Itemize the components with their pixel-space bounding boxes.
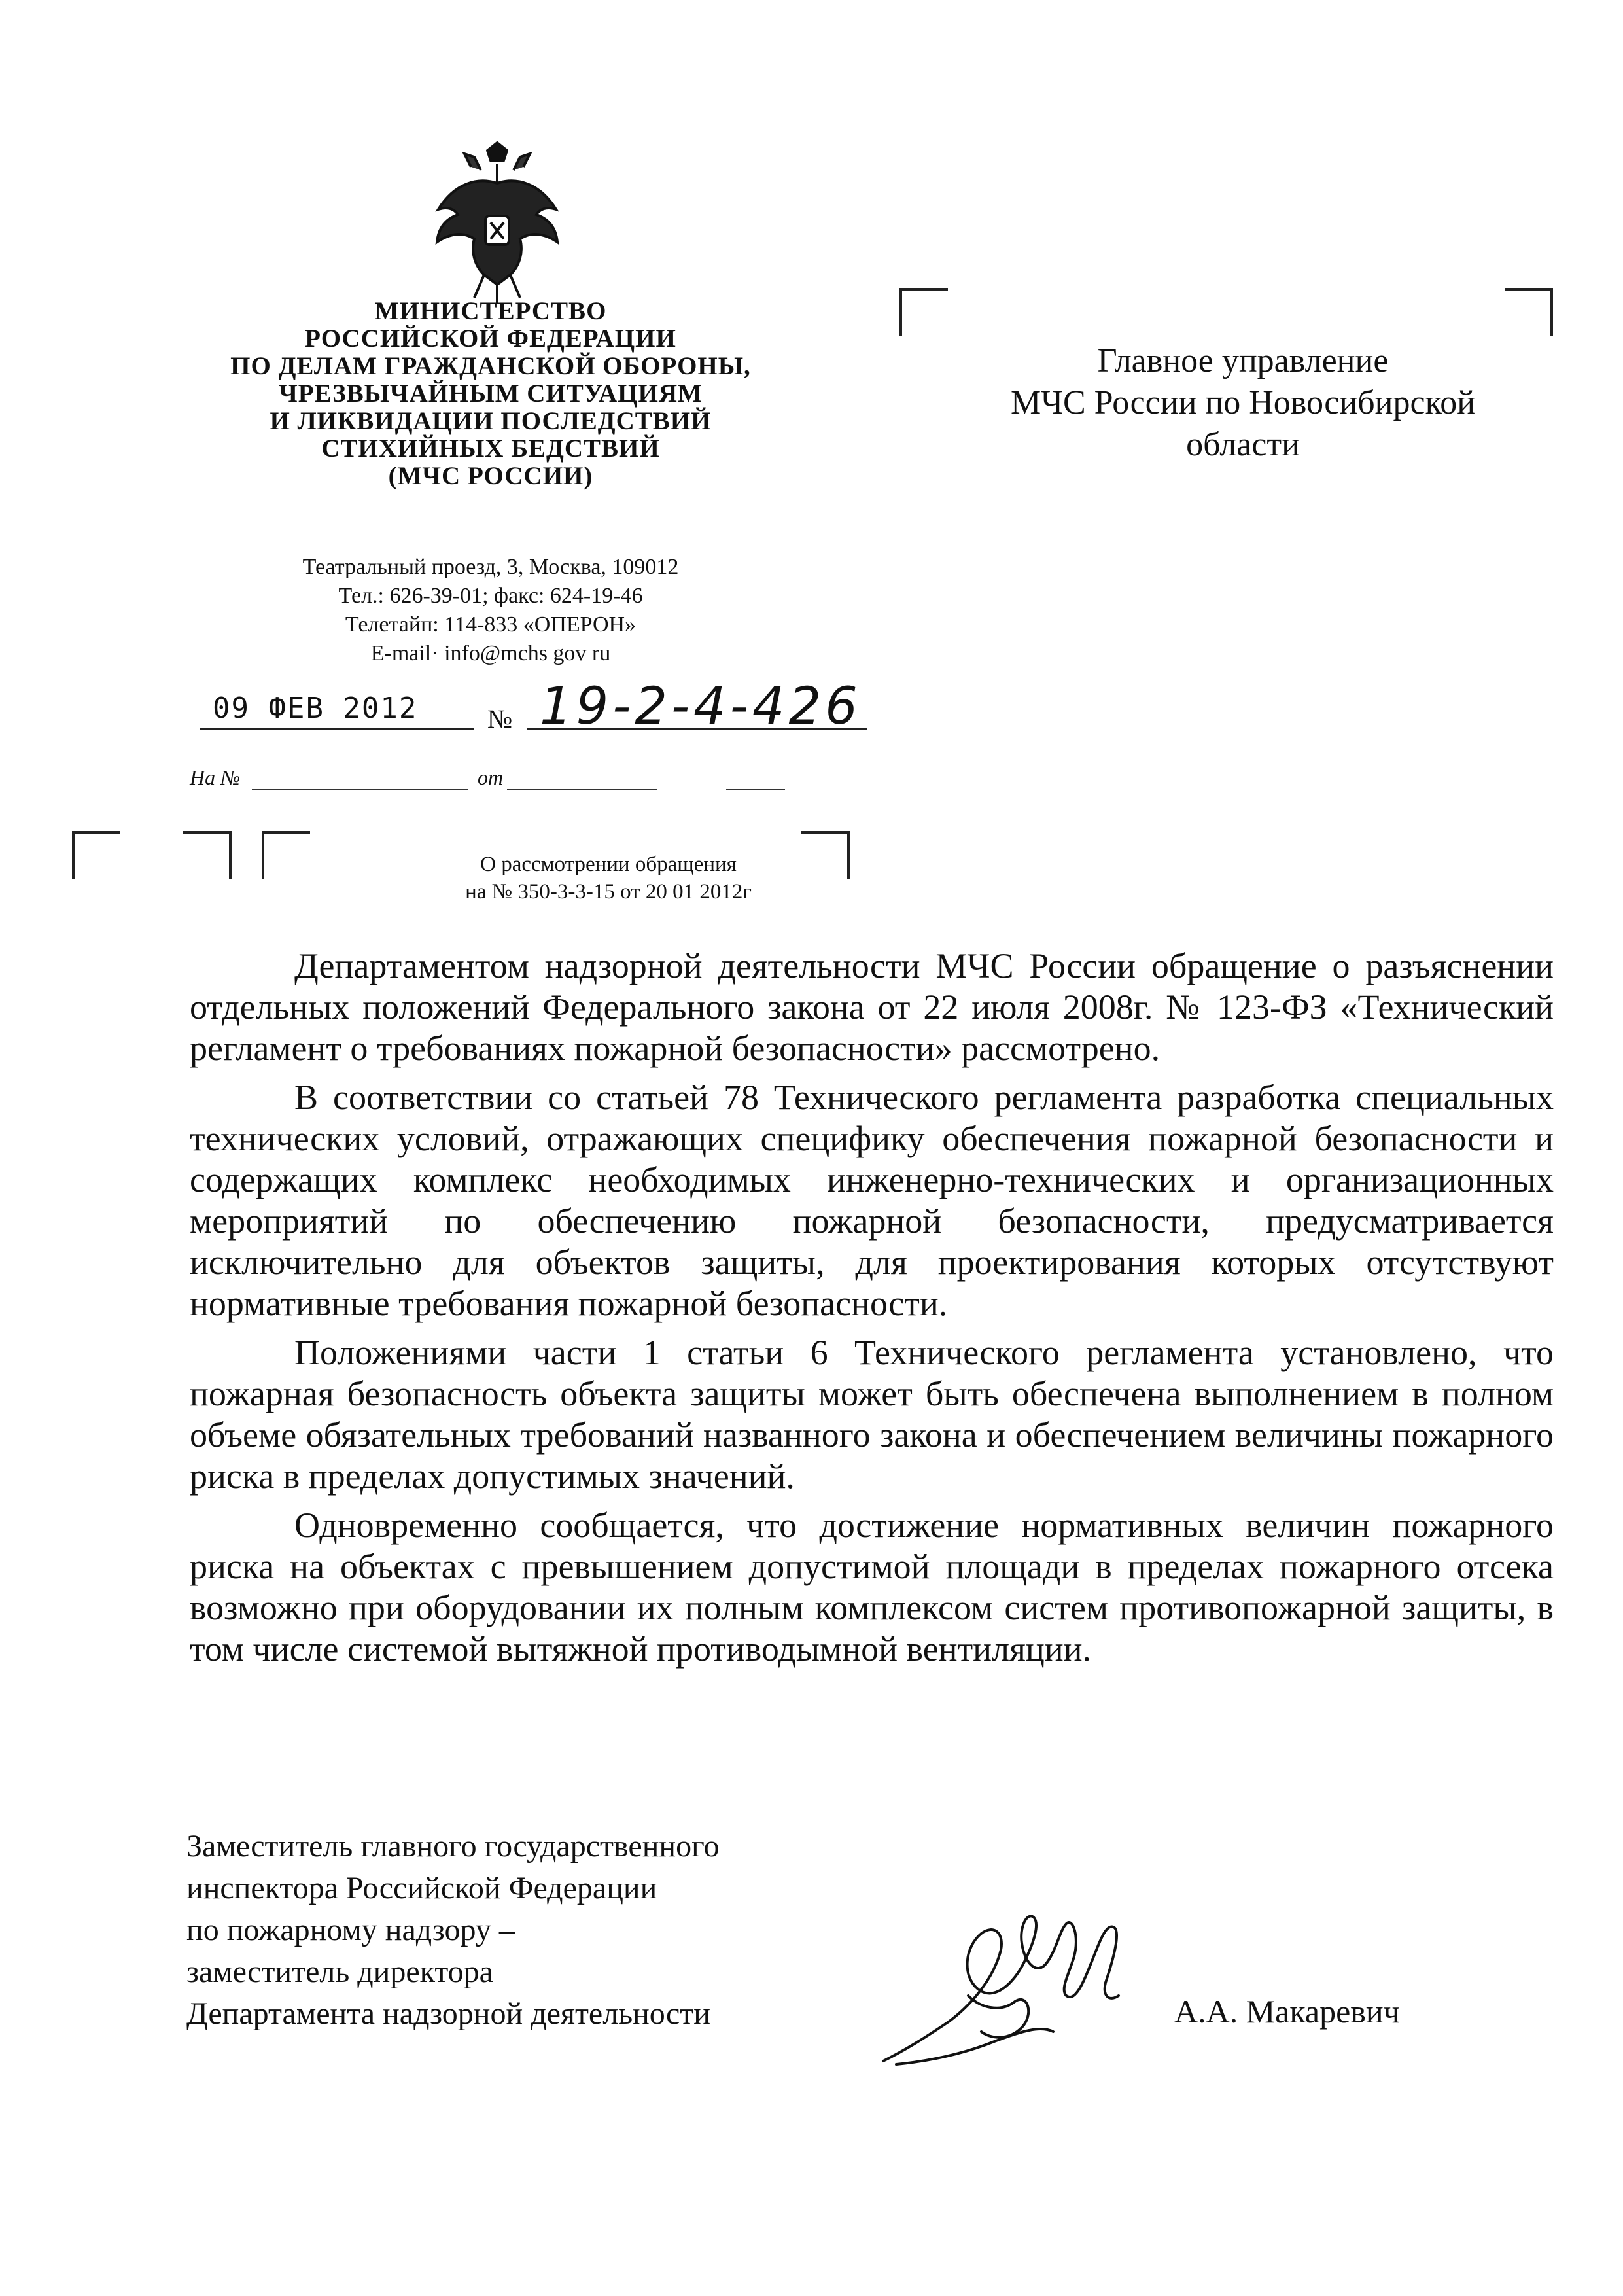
reference-number-blank xyxy=(252,789,468,790)
signatory-name: А.А. Макаревич xyxy=(1174,1993,1400,2030)
ministry-line: РОССИЙСКОЙ ФЕДЕРАЦИИ xyxy=(305,325,676,353)
body-paragraph: Положениями части 1 статьи 6 Технического регламента установлено, что пожарная безопасность объекта защиты может быть обеспечена выполнением в полном объеме обязательных требований названного закона и обеспечением величины пожарного риска в пределах допустимых значений. xyxy=(190,1333,1554,1496)
position-line: Заместитель главного государственного xyxy=(186,1829,720,1863)
reference-from-label: от xyxy=(478,766,504,789)
reference-number-label: На № xyxy=(190,766,241,789)
teletype-line: Телетайп: 114-833 «ОПЕРОН» xyxy=(345,612,637,637)
address-line: Театральный проезд, 3, Москва, 109012 xyxy=(302,555,679,579)
number-underline xyxy=(527,728,867,730)
subject-line: О рассмотрении обращения xyxy=(480,853,737,876)
recipient-line: области xyxy=(1186,426,1300,463)
email-line: E-mail· info@mchs gov ru xyxy=(370,641,611,665)
recipient-bracket-left xyxy=(899,288,948,336)
position-line: инспектора Российской Федерации xyxy=(186,1871,657,1905)
subject-line: на № 350-3-3-15 от 20 01 2012г xyxy=(465,880,752,904)
letter-body xyxy=(190,945,1554,1678)
address-bracket-left xyxy=(72,831,120,879)
position-line: Департамента надзорной деятельности xyxy=(186,1996,710,2031)
ministry-line: И ЛИКВИДАЦИИ ПОСЛЕДСТВИЙ xyxy=(270,407,712,435)
subject-block xyxy=(406,851,811,906)
ministry-line: ПО ДЕЛАМ ГРАЖДАНСКОЙ ОБОРОНЫ, xyxy=(230,352,751,380)
reference-date-blank xyxy=(507,789,657,790)
registration-number-label: № xyxy=(487,704,513,733)
ministry-line: СТИХИЙНЫХ БЕДСТВИЙ xyxy=(321,434,660,463)
ministry-line: ЧРЕЗВЫЧАЙНЫМ СИТУАЦИЯМ xyxy=(279,380,703,408)
recipient-block xyxy=(929,340,1557,466)
body-paragraph: Департаментом надзорной деятельности МЧС России обращение о разъяснении отдельных положений Федерального закона от 22 июля 2008г. № 123-ФЗ «Технический регламент о требованиях пожарной безопасности» рассмотрено. xyxy=(190,946,1554,1068)
registration-date-stamp: 09 ФЕВ 2012 xyxy=(213,692,418,725)
subject-bracket-left xyxy=(262,831,310,879)
address-bracket-right xyxy=(183,831,232,879)
position-line: заместитель директора xyxy=(186,1954,493,1989)
ministry-name-block xyxy=(177,298,805,490)
registration-line xyxy=(186,677,873,736)
reference-extra-blank xyxy=(726,789,785,790)
signatory-position xyxy=(186,1826,906,2035)
body-paragraph: Одновременно сообщается, что достижение нормативных величин пожарного риска на объектах с превышением допустимой площади в пределах пожарного отсека возможно при оборудовании их полным комплексом систем противопожарной защиты, в том числе системой вытяжной противодымной вентиляции. xyxy=(190,1506,1554,1669)
handwritten-signature-icon xyxy=(870,1898,1145,2081)
position-line: по пожарному надзору – xyxy=(186,1913,515,1947)
recipient-line: Главное управление xyxy=(1097,342,1389,380)
body-paragraph: В соответствии со статьей 78 Технического регламента разработка специальных технических условий, отражающих специфику обеспечения пожарной безопасности и содержащих комплекс необходимых инженерно-технических и организационных мероприятий по обеспечению пожарной безопасности, предусматривается исключительно для объектов защиты, для проектирования которых отсутствуют нормативные требования пожарной безопасности. xyxy=(190,1078,1554,1323)
registration-number-handwritten: 19-2-4-426 xyxy=(540,677,862,736)
phone-line: Тел.: 626-39-01; факс: 624-19-46 xyxy=(338,584,643,608)
recipient-bracket-right xyxy=(1505,288,1553,336)
recipient-line: МЧС России по Новосибирской xyxy=(1010,384,1476,421)
address-block xyxy=(216,553,765,668)
ministry-line: (МЧС РОССИИ) xyxy=(388,462,593,490)
date-underline xyxy=(200,728,474,730)
ministry-line: МИНИСТЕРСТВО xyxy=(374,297,607,325)
reference-line xyxy=(190,766,778,798)
coat-of-arms-emblem-icon xyxy=(419,137,576,308)
